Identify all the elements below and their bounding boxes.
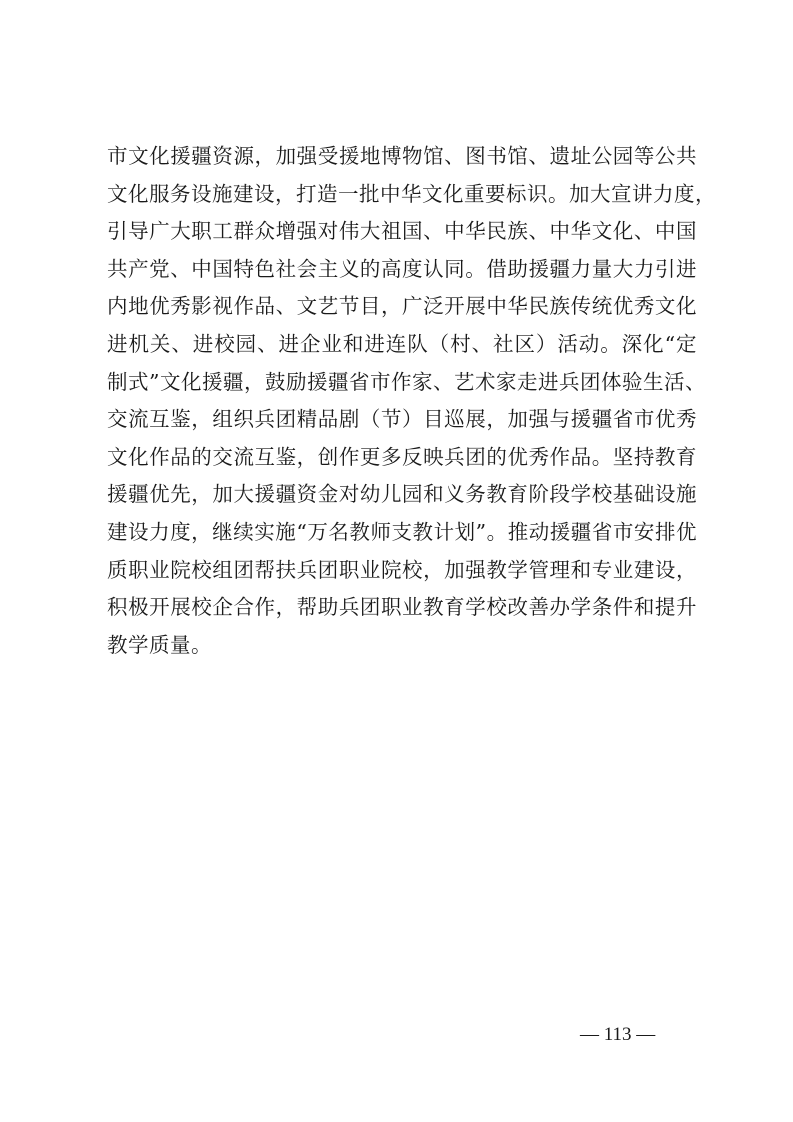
text-line: 交流互鉴，组织兵团精品剧（节）目巡展，加强与援疆省市优秀: [107, 407, 697, 432]
text-line: 援疆优先，加大援疆资金对幼儿园和义务教育阶段学校基础设施: [107, 482, 697, 507]
text-line: 质职业院校组团帮扶兵团职业院校，加强教学管理和专业建设，: [107, 557, 697, 582]
text-line: 建设力度，继续实施“万名教师支教计划”。推动援疆省市安排优: [107, 519, 697, 544]
text-line: 制式”文化援疆，鼓励援疆省市作家、艺术家走进兵团体验生活、: [107, 369, 706, 394]
text-line: 内地优秀影视作品、文艺节目，广泛开展中华民族传统优秀文化: [107, 294, 697, 319]
text-line: 市文化援疆资源，加强受援地博物馆、图书馆、遗址公园等公共: [107, 144, 697, 168]
text-line: 文化服务设施建设，打造一批中华文化重要标识。加大宣讲力度，: [107, 181, 716, 206]
text-line: 共产党、中国特色社会主义的高度认同。借助援疆力量大力引进: [107, 256, 697, 281]
text-line: 进机关、进校园、进企业和进连队（村、社区）活动。深化“定: [107, 331, 697, 356]
text-line: 教学质量。: [107, 632, 212, 657]
text-line: 引导广大职工群众增强对伟大祖国、中华民族、中华文化、中国: [107, 219, 697, 244]
body-paragraph: [107, 138, 716, 664]
text-line: 文化作品的交流互鉴，创作更多反映兵团的优秀作品。坚持教育: [107, 444, 697, 469]
page-number: — 113 —: [580, 1024, 656, 1045]
text-line: 积极开展校企合作，帮助兵团职业教育学校改善办学条件和提升: [107, 595, 697, 620]
